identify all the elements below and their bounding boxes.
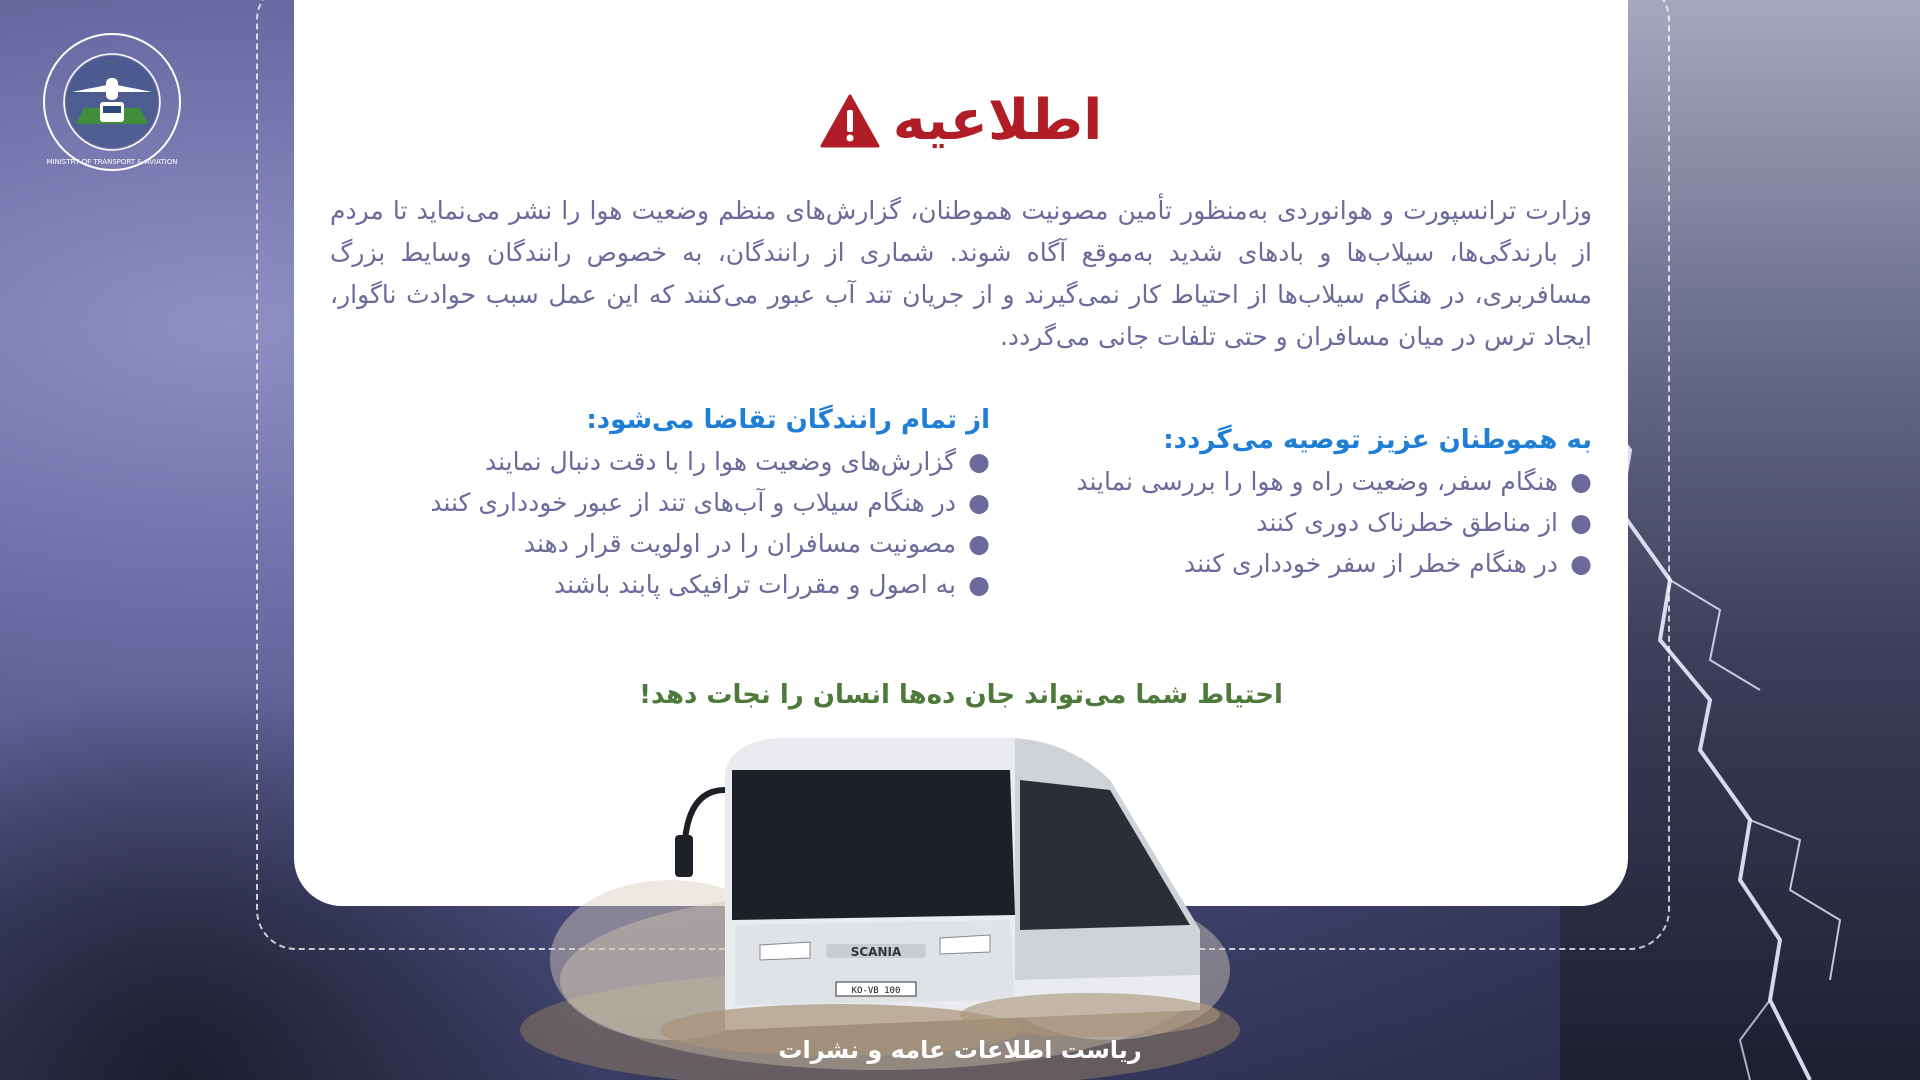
bullet-icon: ● [968, 488, 990, 517]
notice-title: اطلاعیه [892, 88, 1103, 153]
list-item: ● در هنگام خطر از سفر خودداری کنند [1002, 543, 1558, 584]
bullet-icon: ● [1570, 508, 1592, 537]
bus-plate-label: KO-VB 100 [851, 986, 901, 996]
bullet-icon: ● [968, 570, 990, 599]
warning-triangle-icon [820, 94, 880, 148]
bullet-icon: ● [1570, 467, 1592, 496]
bus-brand-label: SCANIA [850, 945, 902, 959]
list-item: ● مصونیت مسافران را در اولویت قرار دهند [330, 523, 956, 564]
bullet-icon: ● [1570, 549, 1592, 578]
seal-ring-text: MINISTRY OF TRANSPORT & AVIATION [46, 158, 178, 166]
list-item: ● از مناطق خطرناک دوری کنند [1002, 502, 1558, 543]
bus-in-flood-illustration [510, 730, 1250, 1080]
citizens-advice-section [1002, 425, 1592, 584]
notice-intro-paragraph: وزارت ترانسپورت و هوانوردی به‌منظور تأمین مصونیت هموطنان، گزارش‌های منظم وضعیت هوا را نشر می‌نماید تا مردم از بارندگی‌ها، سیلاب‌ها و بادهای شدید به‌موقع آگاه شوند. شماری از رانندگان، به خصوص رانندگان وسایط بزرگ مسافربری، در هنگام سیلاب‌ها از احتیاط کار نمی‌گیرند و از جریان تند آب عبور می‌کنند که این عمل سبب حوادث ناگوار، ایجاد ترس در میان مسافران و حتی تلفات جانی می‌گردد. [330, 196, 1592, 351]
bullet-icon: ● [968, 529, 990, 558]
ministry-seal-icon [42, 32, 182, 172]
list-item: ● در هنگام سیلاب و آب‌های تند از عبور خودداری کنند [330, 482, 956, 523]
drivers-request-section [330, 405, 990, 605]
notice-header [294, 88, 1628, 153]
tagline: احتیاط شما می‌تواند جان ده‌ها انسان را نجات دهد! [639, 680, 1283, 710]
citizens-advice-list [1002, 461, 1592, 584]
list-item: ● هنگام سفر، وضعیت راه و هوا را بررسی نمایند [1002, 461, 1558, 502]
list-item: ● به اصول و مقررات ترافیکی پابند باشند [330, 564, 956, 605]
list-item: ● گزارش‌های وضعیت هوا را با دقت دنبال نمایند [330, 441, 956, 482]
citizens-advice-heading: به هموطنان عزیز توصیه می‌گردد: [1163, 425, 1592, 455]
footer-credit: ریاست اطلاعات عامه و نشرات [778, 1036, 1142, 1064]
drivers-request-heading: از تمام رانندگان تقاضا می‌شود: [586, 405, 990, 435]
bullet-icon: ● [968, 447, 990, 476]
drivers-request-list [330, 441, 990, 605]
